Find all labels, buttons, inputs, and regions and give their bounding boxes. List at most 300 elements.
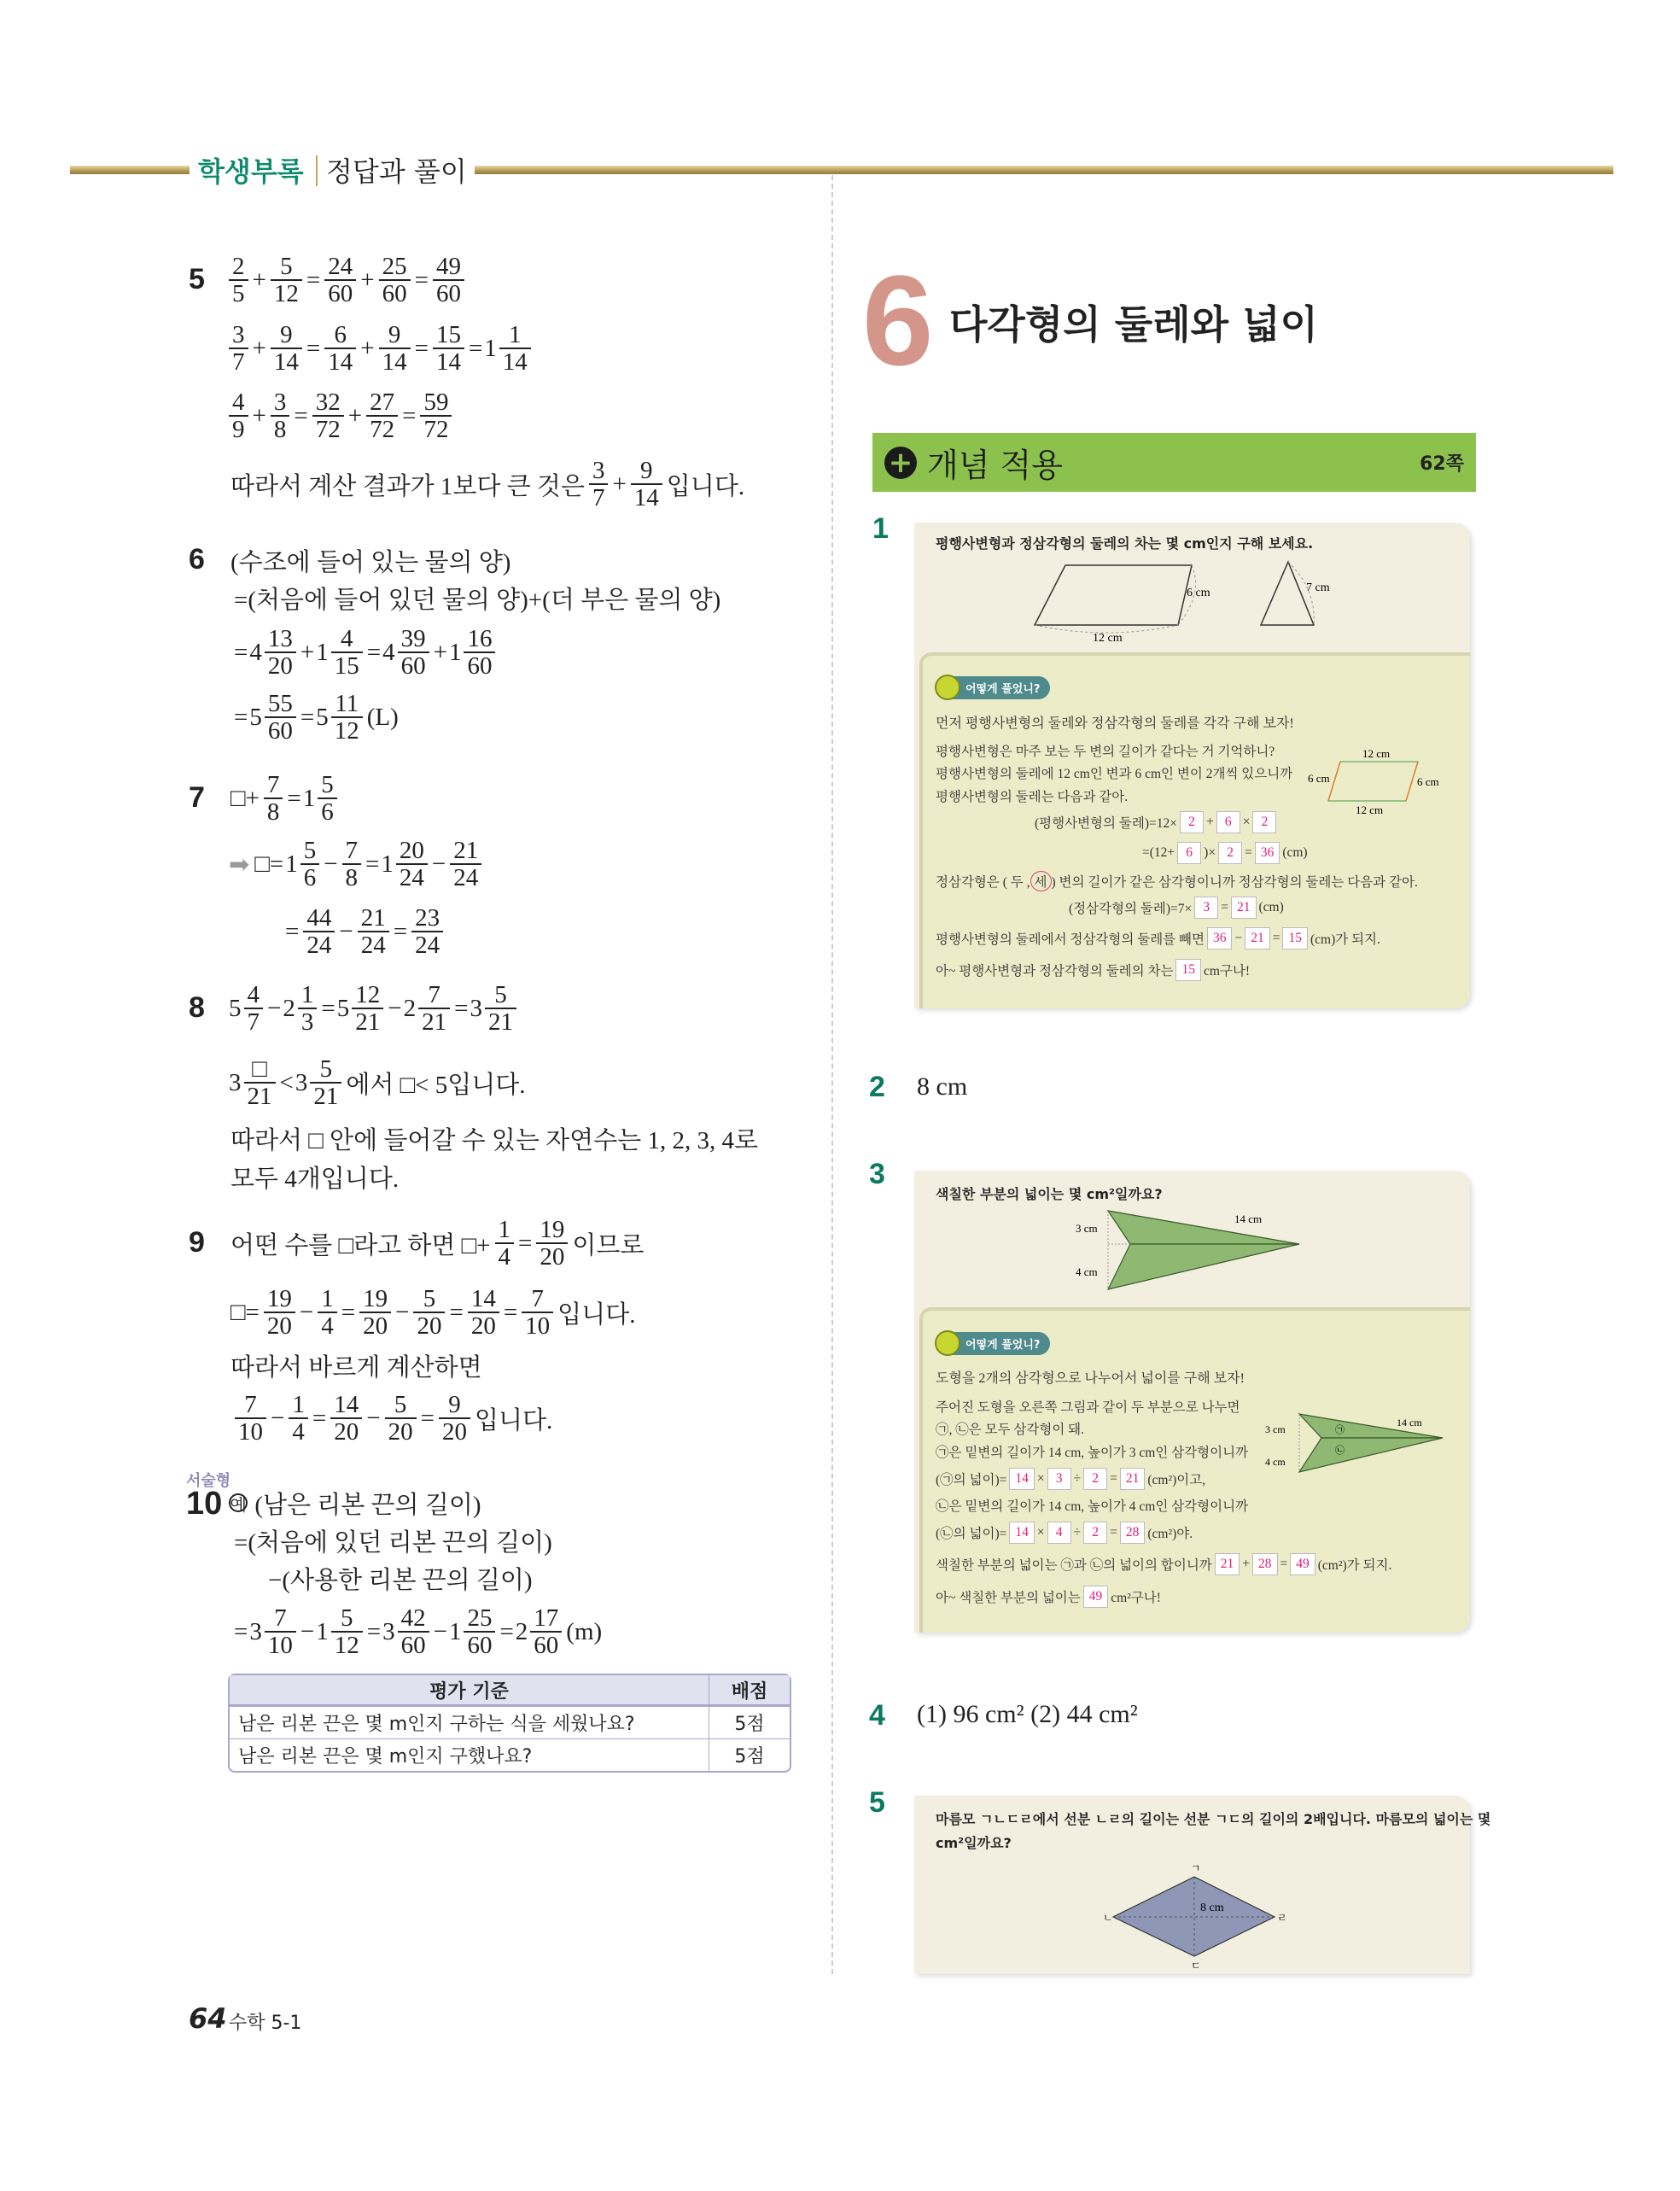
text-run: = [312,1404,327,1432]
fraction-numerator: 55 [267,689,293,717]
fraction-denominator: 12 [331,716,363,744]
fraction-numerator: 24 [328,252,353,280]
answer-blank: 28 [1120,1522,1146,1544]
text-run: (남은 리본 끈의 길이) [254,1491,481,1519]
fraction-numerator: 9 [388,320,401,348]
fraction [470,982,519,1036]
text-run: + [252,266,266,294]
page-number: 64 [189,2002,227,2035]
fraction [316,1605,365,1659]
text-run: )× [1204,845,1216,860]
fraction-numerator: 6 [334,320,347,348]
fraction-whole: 2 [283,994,295,1022]
text-run: 아~ 색칠한 부분의 넓이는 [936,1591,1081,1605]
text-run: (L) [366,703,399,731]
fraction-numerator: 5 [321,770,334,798]
fraction [534,1217,570,1271]
fraction-numerator: 7 [428,980,440,1008]
fraction-whole: 3 [382,1617,395,1645]
text-run: − [431,850,446,878]
plus-icon: + [884,447,917,479]
region-label: ㉠ [1335,1425,1345,1435]
solution-line [1142,842,1308,864]
solution-line [1069,897,1284,919]
fraction-body [358,905,389,959]
solution-line [936,1419,1084,1438]
vertex-label: ㄱ [1191,1862,1201,1874]
text-run: 정삼각형은 ( 두 , [936,875,1030,890]
fraction-denominator: 24 [450,863,481,891]
fraction [449,1605,499,1659]
answer-blank: 21 [1231,897,1257,919]
item-number: 10 [186,1486,223,1522]
text-run: cm²구나! [1111,1591,1161,1605]
fraction-body [342,838,362,891]
length-label: 14 cm [1234,1212,1263,1225]
fraction-numerator: 11 [335,689,359,717]
text-run: < [279,1068,294,1096]
text-run: + [1205,815,1214,829]
vertex-label: ㄷ [1191,1960,1201,1972]
item-number: 5 [189,263,205,295]
fraction-denominator: 24 [358,931,389,958]
fraction-denominator: 20 [359,1312,391,1339]
text-run: = [393,917,408,945]
text-run: ㉠, ㉡은 모두 삼각형이 돼. [936,1423,1085,1437]
solution-line [936,1553,1391,1575]
fraction-body [352,982,383,1036]
fraction-denominator: 20 [330,1417,362,1445]
text-run: 이므로 [572,1231,645,1259]
text-run: + [360,266,375,294]
text-run: = [306,266,321,294]
parallelogram-shape [1328,762,1418,801]
question-text: 평행사변형과 정삼각형의 둘레의 차는 몇 cm인지 구해 보세요. [936,535,1314,552]
question-text: cm²일까요? [936,1835,1012,1851]
header-rule-left [70,166,190,174]
fraction [519,1286,556,1340]
rubric-table [228,1674,791,1773]
rubric-score: 5점 [709,1738,790,1771]
text-run: − [366,1404,381,1432]
fraction-denominator: 14 [631,483,662,511]
fraction [409,905,446,959]
fraction-denominator: 14 [499,348,531,375]
fraction-numerator: 5 [303,836,317,864]
text-run: + [252,401,266,429]
fraction-denominator: 60 [464,651,495,679]
solution-line [936,1586,1161,1608]
fraction [376,322,413,376]
text-run: 에서 □< 5입니다. [346,1071,526,1099]
fraction-body [331,691,363,745]
text-run: = [468,334,483,362]
fraction-body [495,1217,515,1271]
text-run: □= [254,850,284,878]
solution-line [936,927,1380,949]
text-run: 따라서 바르게 계산하면 [230,1353,482,1382]
text-run: + [347,401,363,429]
fraction-numerator: 23 [415,903,440,932]
fraction-body [303,905,335,959]
fraction-denominator: 60 [530,1631,562,1658]
fraction [316,626,365,680]
fraction-denominator: 7 [244,1008,264,1035]
fraction [404,982,453,1036]
fraction-body [229,389,248,443]
text-run: = [287,784,301,812]
solution-line [936,741,1275,760]
equation-line [232,683,400,751]
base-label: 12 cm [1093,632,1123,645]
text-run: 색칠한 부분의 넓이는 ㉠과 ㉡의 넓이의 합이니까 [936,1558,1212,1573]
fraction-denominator: 4 [289,1417,308,1445]
fraction-numerator: 5 [394,1390,407,1418]
fraction-numerator: 9 [280,320,293,348]
fraction [226,389,251,443]
fraction-denominator: 72 [366,415,398,442]
fraction-numerator: 21 [360,903,386,932]
fraction-denominator: 21 [244,1082,276,1109]
text-run: (㉠의 넓이)= [936,1473,1007,1487]
text-run: (cm²)야. [1147,1527,1193,1541]
fraction-numerator: 1 [292,1390,305,1418]
rubric-score: 5점 [709,1706,790,1738]
fraction-whole: 3 [295,1068,308,1096]
fraction-denominator: 20 [264,1312,295,1339]
fraction-whole: 2 [515,1617,528,1645]
fraction-denominator: 7 [229,348,248,375]
fraction-body [265,1605,296,1659]
text-run: − [300,1617,315,1645]
text-run: = [234,703,248,731]
answer-blank: 15 [1175,959,1201,981]
fraction [322,254,359,307]
solution-line [936,1442,1248,1461]
fraction-denominator: 4 [495,1242,515,1270]
mascot-icon [935,675,960,700]
fraction-body [229,322,248,376]
fraction-numerator: 17 [534,1604,559,1632]
fraction [586,458,611,511]
fraction-numerator: 1 [321,1284,334,1312]
answer-blank: 2 [1180,811,1204,833]
fraction-numerator: 16 [467,624,493,652]
text-run: = [402,401,417,429]
answer-blank: 36 [1255,842,1280,864]
answer-blank: 14 [1009,1522,1035,1544]
item-number: 8 [189,991,205,1024]
fraction-denominator: 10 [235,1417,266,1445]
fraction-numerator: 9 [640,456,653,484]
answer-blank: 2 [1083,1468,1107,1490]
text-run: (평행사변형의 둘레)=12× [1035,816,1177,831]
height-label-top: 3 cm [1076,1222,1098,1235]
text-run: (수조에 들어 있는 물의 양) [230,548,511,576]
equation-line [229,974,519,1043]
fraction-body [499,322,531,376]
fraction-body [324,254,356,307]
fraction-numerator: 5 [319,1055,333,1083]
text-run: × [1036,1525,1045,1540]
fraction-whole: 1 [381,850,394,878]
fraction-body [433,322,464,376]
fraction-denominator: 14 [271,348,302,375]
rubric-criterion: 남은 리본 끈은 몇 m인지 구하는 식을 세웠나요? [230,1706,709,1738]
fraction-numerator: 42 [400,1604,426,1632]
fraction-denominator: 20 [413,1312,445,1339]
answer-blank: 21 [1215,1553,1240,1575]
fraction-body [265,626,296,680]
fraction-numerator: 2 [232,252,245,280]
text-run: (㉡의 넓이)= [936,1527,1007,1541]
header-separator [316,155,318,186]
fraction-denominator: 60 [324,279,356,307]
fraction [229,1056,278,1110]
fraction [226,322,251,376]
fraction-denominator: 21 [352,1008,383,1035]
text-run: (cm) [1282,845,1308,860]
fraction-numerator: 7 [345,836,359,864]
text-run: 평행사변형은 마주 보는 두 변의 길이가 같다는 거 기억하니? [936,745,1275,759]
fraction [447,838,484,891]
fraction-numerator: 4 [247,980,260,1008]
question-number: 2 [869,1071,885,1103]
answer-blank: 21 [1120,1468,1146,1490]
fraction-body [271,389,290,443]
fraction-numerator: 4 [340,624,353,652]
parallelogram-shape [1035,565,1192,625]
fraction [382,1392,419,1446]
side-highlight [1328,762,1340,801]
text-run: = [1221,900,1228,914]
fraction [337,982,387,1036]
header-rule-right [475,166,1613,174]
text-run: = [234,638,248,666]
answer-blank: 2 [1252,811,1276,833]
text-run: − [271,1404,285,1432]
item-number: 9 [189,1226,205,1259]
example-mark: 예 [229,1493,248,1512]
answer-text: (1) 96 cm² (2) 44 cm² [917,1700,1138,1728]
text-run: (cm)가 되지. [1310,932,1380,947]
solution-line [936,1367,1245,1387]
mascot-icon [935,1330,960,1356]
fraction-body [631,458,662,511]
height-label-bottom: 4 cm [1265,1456,1286,1468]
text-run: (m) [566,1617,603,1645]
fraction-body [464,1605,495,1659]
fraction-body [312,389,344,443]
equation-line [226,314,534,383]
fraction [268,254,305,307]
vertex-label: ㄹ [1277,1912,1287,1924]
question-number: 1 [872,512,889,545]
text-run: = [1110,1471,1117,1486]
fraction-denominator: 4 [318,1312,337,1339]
fraction-body [324,322,356,376]
fraction-numerator: 59 [423,388,449,416]
fraction-body [271,322,302,376]
fraction-numerator: 5 [280,252,293,280]
rhombus-figure [1093,1861,1298,1972]
text-run: = [1245,845,1252,860]
fraction-numerator: 49 [435,252,461,280]
equation-line [229,764,340,833]
fraction [295,1056,345,1110]
header-title: 정답과 풀이 [326,155,467,188]
fraction-numerator: 21 [453,836,479,864]
fraction-denominator: 10 [265,1631,296,1658]
text-run: = [341,1298,356,1326]
fraction-denominator: 12 [271,279,302,307]
length-label: 8 cm [1200,1902,1224,1914]
text-run: − [388,994,402,1022]
text-run: = [503,1298,518,1326]
fraction [493,1217,517,1271]
equation-line [226,246,467,314]
fraction [516,1605,565,1659]
fraction [328,1392,365,1446]
fraction-numerator: 1 [498,1215,510,1243]
fraction [249,691,299,745]
question-text: 마름모 ㄱㄴㄷㄹ에서 선분 ㄴㄹ의 길이는 선분 ㄱㄷ의 길이의 2배입니다. 마름모의 넓이는 몇 [936,1811,1491,1827]
fraction [355,905,392,959]
text-run: =(처음에 들어 있던 물의 양)+(더 부은 물의 양) [234,586,721,614]
fraction-numerator: 27 [370,388,395,416]
solution-badge [935,1332,1050,1354]
fraction-whole: 1 [316,638,329,666]
text-run: = [414,266,429,294]
answer-blank: 4 [1047,1522,1071,1544]
fraction-denominator: 60 [265,716,296,744]
fraction-denominator: 14 [433,348,464,375]
fraction-denominator: 6 [318,798,337,825]
text-run: □= [230,1298,260,1326]
text-run: − [1234,931,1243,945]
text-run: = [300,703,315,731]
length-label: 14 cm [1397,1417,1422,1429]
text-run: = [285,917,300,945]
fraction-denominator: 5 [229,279,248,307]
text-run: + [612,470,627,498]
fraction [364,389,400,443]
text-run: ÷ [1073,1525,1082,1540]
fraction-denominator: 24 [411,931,443,958]
fraction-body [300,838,320,891]
text-run: 모두 4개입니다. [230,1165,400,1193]
fraction-whole: 4 [249,638,262,666]
fraction-whole: 1 [302,784,316,812]
fraction-numerator: 9 [448,1390,461,1418]
fraction-numerator: 3 [273,388,287,416]
section-label: 개념 적용 [927,447,1063,484]
fraction-denominator: 8 [342,863,362,891]
answer-blank: 28 [1252,1553,1278,1575]
fraction [286,1392,311,1446]
fraction-body [271,254,302,307]
fraction-whole: 2 [403,994,417,1022]
text-run: 도형을 2개의 삼각형으로 나누어서 넓이를 구해 보자! [936,1371,1245,1386]
fraction-denominator: 9 [229,415,248,442]
text-run: − [339,917,353,945]
fraction-numerator: 19 [363,1284,388,1312]
fraction [382,1605,432,1659]
fraction [249,626,299,680]
chapter-number: 6 [862,248,934,392]
fraction-body [589,458,609,511]
equation-line [232,618,498,687]
fraction-denominator: 21 [418,1008,450,1035]
text-run: = [365,850,380,878]
fraction-body [318,772,337,826]
fraction-whole: 1 [448,1617,462,1645]
text-run: =(12+ [1142,845,1175,860]
fraction-numerator: 5 [340,1604,353,1632]
fraction-numerator: 5 [494,980,507,1008]
text-run: − [324,850,338,878]
equation-line [226,382,454,450]
fraction-body [418,982,450,1036]
text-run: 평행사변형의 둘레에서 정삼각형의 둘레를 빼면 [936,932,1205,947]
fraction-body [522,1286,553,1340]
text-run: 입니다. [474,1406,553,1434]
text-run: ) 변의 길이가 같은 삼각형이니까 정삼각형의 둘레는 다음과 같아. [1051,875,1418,890]
text-run: = [420,1404,435,1432]
fraction [310,389,347,443]
region-label: ㉡ [1335,1446,1345,1456]
text-run: (정삼각형의 둘레)=7× [1069,902,1193,916]
equation-line [229,830,484,898]
chapter-title: 다각형의 둘레와 넓이 [949,301,1318,348]
fraction-body [433,254,464,307]
fraction [285,838,322,891]
fraction-numerator: 19 [540,1215,565,1243]
fraction-denominator: 20 [265,651,296,679]
fraction-denominator: 20 [536,1242,568,1270]
fraction [229,982,265,1036]
answer-text: 8 cm [917,1072,968,1101]
text-run: ㉠은 밑변의 길이가 14 cm, 높이가 3 cm인 삼각형이니까 [936,1446,1249,1460]
equation-line [283,897,446,966]
right-label: 6 cm [1417,775,1439,788]
table-row [230,1706,790,1738]
item-number: 7 [189,781,205,814]
fraction-whole: 1 [316,1617,329,1645]
text-run: 따라서 계산 결과가 1보다 큰 것은 [230,472,585,500]
fraction [417,389,454,443]
rubric-header-criteria: 평가 기준 [230,1675,709,1706]
side-highlight [1406,762,1418,801]
fraction-denominator: 20 [468,1312,499,1339]
answer-blank: 3 [1194,897,1218,919]
height-label-bottom: 4 cm [1076,1265,1098,1278]
fraction-denominator: 7 [589,483,609,511]
text-run: (cm) [1258,900,1284,914]
descriptive-type-tag: 서술형 [186,1472,231,1490]
text-run: (cm²)가 되지. [1317,1558,1392,1573]
answer-blank: 2 [1083,1522,1107,1544]
fraction-denominator: 21 [310,1082,341,1109]
text-run: − [299,1298,314,1326]
fraction [316,691,365,745]
text-run: (cm²)이고, [1147,1473,1206,1487]
text-run: □+ [230,784,260,812]
fraction-denominator: 12 [331,1631,363,1658]
kite-figure [1067,1204,1323,1298]
fraction-body [331,1605,363,1659]
text-run: −(사용한 리본 끈의 길이) [268,1566,533,1594]
